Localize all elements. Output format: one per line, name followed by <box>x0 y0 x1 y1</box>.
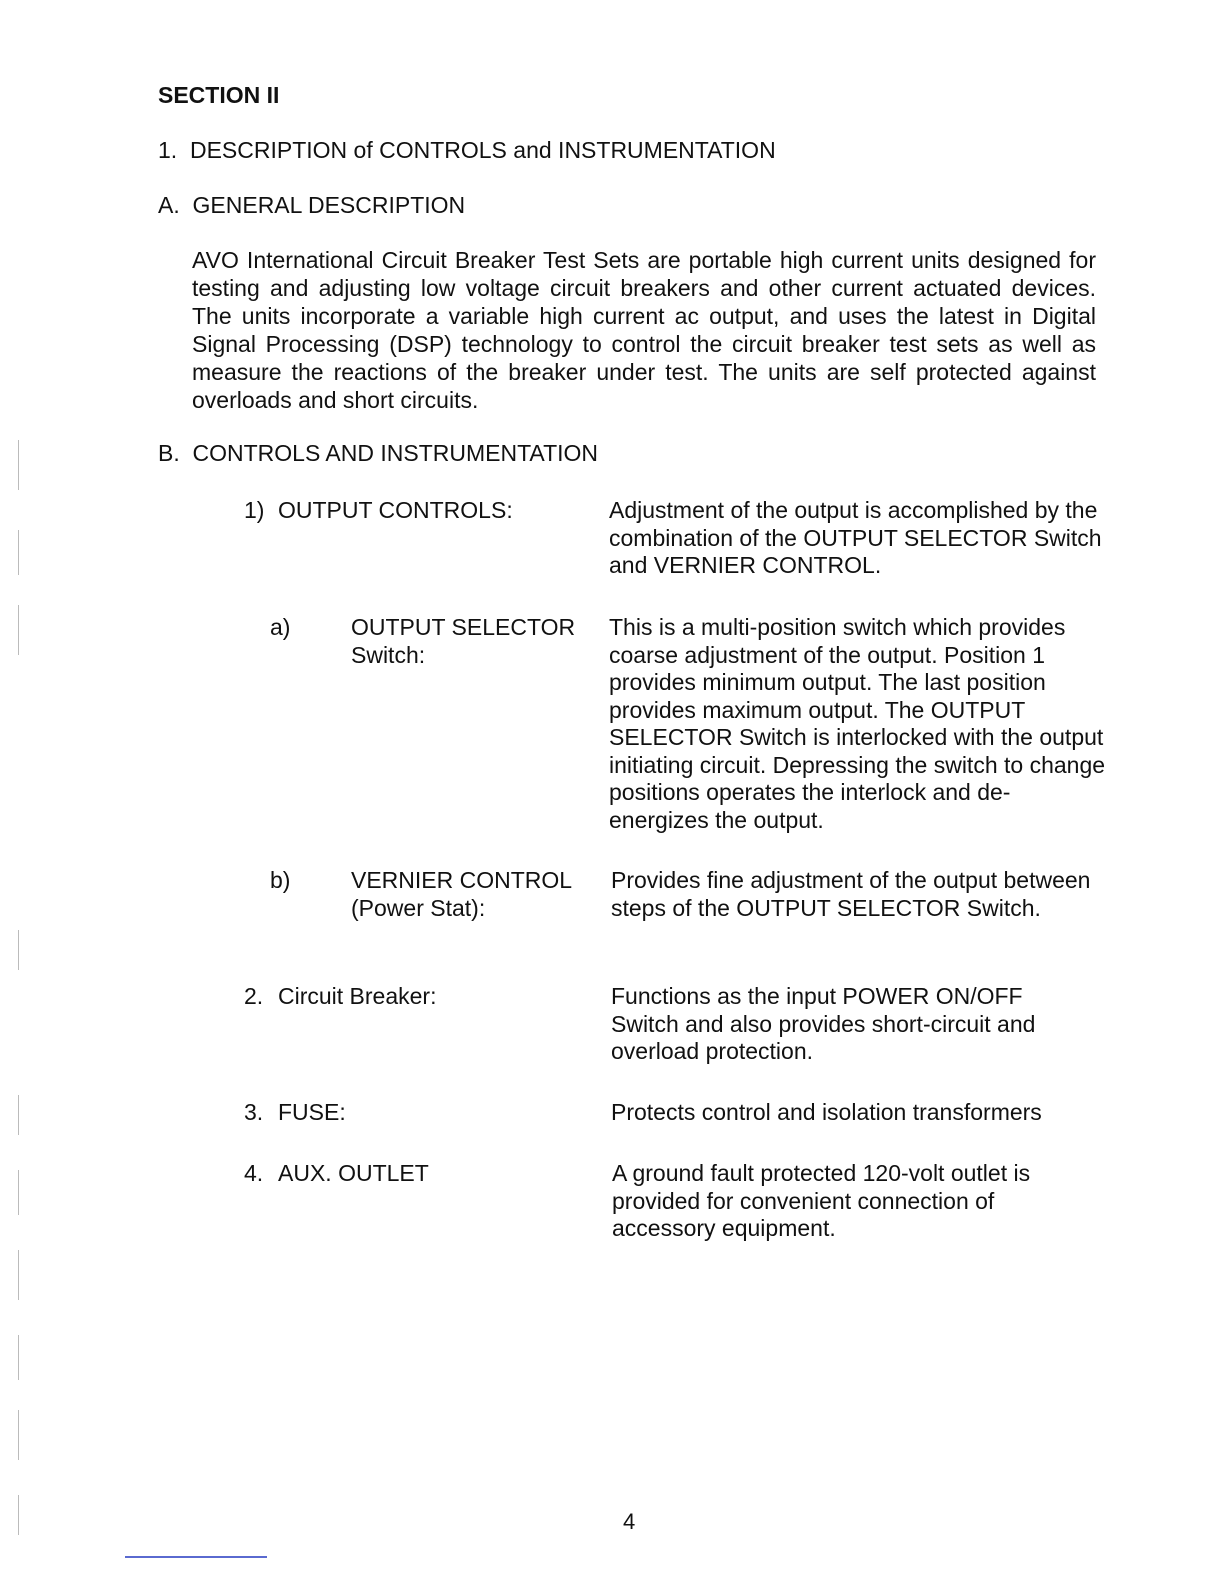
general-description-paragraph: AVO International Circuit Breaker Test Sets are portable high current units designed for testing and adjusting low voltage circuit breakers and other current actuated devices. The units incorporate a variable high current ac output, and uses the latest in Digital Signal Processing (DSP) technology to control the circuit breaker test sets as well as measure the reactions of the breaker under test. The units are self protected against overloads and short circuits. <box>192 247 1096 413</box>
item-description: Protects control and isolation transformers <box>611 1099 1042 1125</box>
item-number: 2. <box>244 983 264 1009</box>
scan-artifact-line <box>18 1495 19 1535</box>
scan-artifact-line <box>18 930 19 970</box>
heading-description-controls: 1. DESCRIPTION of CONTROLS and INSTRUMENTATION <box>158 137 776 163</box>
scan-artifact-line <box>18 605 19 655</box>
item-number: 1) <box>244 497 265 523</box>
item-description: Provides fine adjustment of the output between steps of the OUTPUT SELECTOR Switch. <box>611 867 1091 921</box>
item-number: b) <box>270 867 291 893</box>
item-label: OUTPUT SELECTOR Switch: <box>351 614 576 668</box>
item-description: This is a multi-position switch which provides coarse adjustment of the output. Position 1 provides minimum output. The last position provides maximum output. The OUTPUT SELECTOR Switch is interlocked with the output initiating circuit. Depressing the switch to change positions operates the interlock and de-energizes the output. <box>609 614 1106 833</box>
item-description: Adjustment of the output is accomplished by the combination of the OUTPUT SELECTOR Switch and VERNIER CONTROL. <box>609 497 1102 578</box>
scan-artifact-line <box>18 1095 19 1135</box>
heading-controls-instrumentation: B. CONTROLS AND INSTRUMENTATION <box>158 440 599 466</box>
item-label: AUX. OUTLET <box>278 1160 429 1186</box>
scan-artifact-line <box>18 440 19 490</box>
page-number: 4 <box>623 1509 636 1534</box>
scan-artifact-line <box>18 1410 19 1460</box>
scan-artifact-line <box>18 1335 19 1380</box>
scan-artifact-line <box>18 1250 19 1300</box>
blue-underline-mark <box>125 1556 267 1558</box>
item-label: FUSE: <box>278 1099 346 1125</box>
scan-artifact-line <box>18 1170 19 1215</box>
item-label: Circuit Breaker: <box>278 983 437 1009</box>
section-title: SECTION II <box>158 82 280 108</box>
item-description: A ground fault protected 120-volt outlet is provided for convenient connection of accessory equipment. <box>612 1160 1031 1241</box>
item-number: a) <box>270 614 291 640</box>
item-label: OUTPUT CONTROLS: <box>278 497 513 523</box>
item-label: VERNIER CONTROL (Power Stat): <box>351 867 572 921</box>
item-number: 4. <box>244 1160 264 1186</box>
scan-artifact-line <box>18 530 19 575</box>
item-number: 3. <box>244 1099 264 1125</box>
heading-general-description: A. GENERAL DESCRIPTION <box>158 192 466 218</box>
item-description: Functions as the input POWER ON/OFF Switch and also provides short-circuit and overload protection. <box>611 983 1036 1064</box>
